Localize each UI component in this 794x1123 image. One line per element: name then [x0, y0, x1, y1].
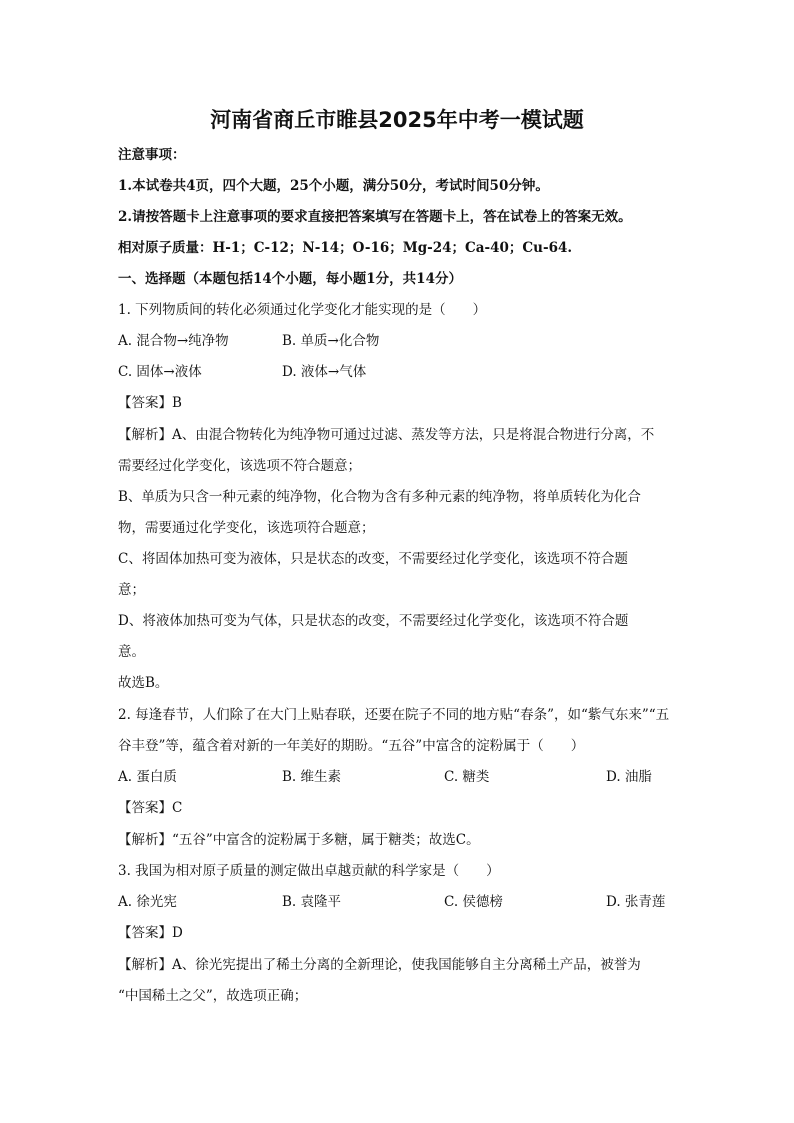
notice-heading: 注意事项：: [118, 147, 186, 163]
q3-option-d: D. 张青莲: [606, 894, 666, 910]
q2-answer: 【答案】C: [118, 800, 183, 816]
q1-analysis-line: 故选B。: [118, 675, 169, 691]
q1-analysis-line: D、将液体加热可变为气体，只是状态的改变，不需要经过化学变化，该选项不符合题: [118, 613, 629, 629]
q1-analysis-line: 物，需要通过化学变化，该选项符合题意；: [118, 520, 375, 536]
question-2-stem: 2. 每逢春节，人们除了在大门上贴春联，还要在院子不同的地方贴“春条”，如“紫气东来”“五: [118, 707, 670, 723]
q1-analysis-line: 意；: [118, 582, 145, 598]
notice-item-2: 2.请按答题卡上注意事项的要求直接把答案填写在答题卡上，答在试卷上的答案无效。: [118, 209, 632, 225]
q1-option-c: C. 固体→液体: [118, 364, 202, 380]
q2-option-b: B. 维生素: [282, 769, 342, 785]
q2-option-c: C. 糖类: [444, 769, 490, 785]
question-3-stem: 3. 我国为相对原子质量的测定做出卓越贡献的科学家是（ ）: [118, 863, 500, 879]
q1-analysis-line: B、单质为只含一种元素的纯净物，化合物为含有多种元素的纯净物，将单质转化为化合: [118, 489, 641, 505]
q3-option-b: B. 袁隆平: [282, 894, 342, 910]
q3-answer: 【答案】D: [118, 925, 183, 941]
question-1-stem: 1. 下列物质间的转化必须通过化学变化才能实现的是（ ）: [118, 302, 487, 318]
q2-option-d: D. 油脂: [606, 769, 652, 785]
atomic-mass-note: 相对原子质量：H-1；C-12；N-14；O-16；Mg-24；Ca-40；Cu-64.: [118, 240, 573, 256]
q1-analysis-line: 意。: [118, 644, 145, 660]
q1-analysis-line: C、将固体加热可变为液体，只是状态的改变，不需要经过化学变化，该选项不符合题: [118, 551, 628, 567]
q2-analysis-line: 【解析】“五谷”中富含的淀粉属于多糖，属于糖类；故选C。: [118, 832, 480, 848]
page-title: 河南省商丘市睢县2025年中考一模试题: [210, 108, 584, 132]
question-2-stem: 谷丰登”等，蕴含着对新的一年美好的期盼。“五谷”中富含的淀粉属于（ ）: [118, 738, 585, 754]
q1-analysis-line: 【解析】A、由混合物转化为纯净物可通过过滤、蒸发等方法，只是将混合物进行分离，不: [118, 427, 655, 443]
q1-option-d: D. 液体→气体: [282, 364, 367, 380]
q1-answer: 【答案】B: [118, 395, 182, 411]
q2-option-a: A. 蛋白质: [118, 769, 177, 785]
q3-option-a: A. 徐光宪: [118, 894, 177, 910]
q1-analysis-line: 需要经过化学变化，该选项不符合题意；: [118, 458, 361, 474]
q3-analysis-line: 【解析】A、徐光宪提出了稀土分离的全新理论，使我国能够自主分离稀土产品，被誉为: [118, 957, 641, 973]
q1-option-a: A. 混合物→纯净物: [118, 333, 229, 349]
notice-item-1: 1.本试卷共4页，四个大题，25个小题，满分50分，考试时间50分钟。: [118, 178, 549, 194]
q3-analysis-line: “中国稀土之父”，故选项正确；: [118, 988, 308, 1004]
q1-option-b: B. 单质→化合物: [282, 333, 380, 349]
section-heading: 一、选择题（本题包括14个小题，每小题1分，共14分）: [118, 271, 462, 287]
q3-option-c: C. 侯德榜: [444, 894, 503, 910]
